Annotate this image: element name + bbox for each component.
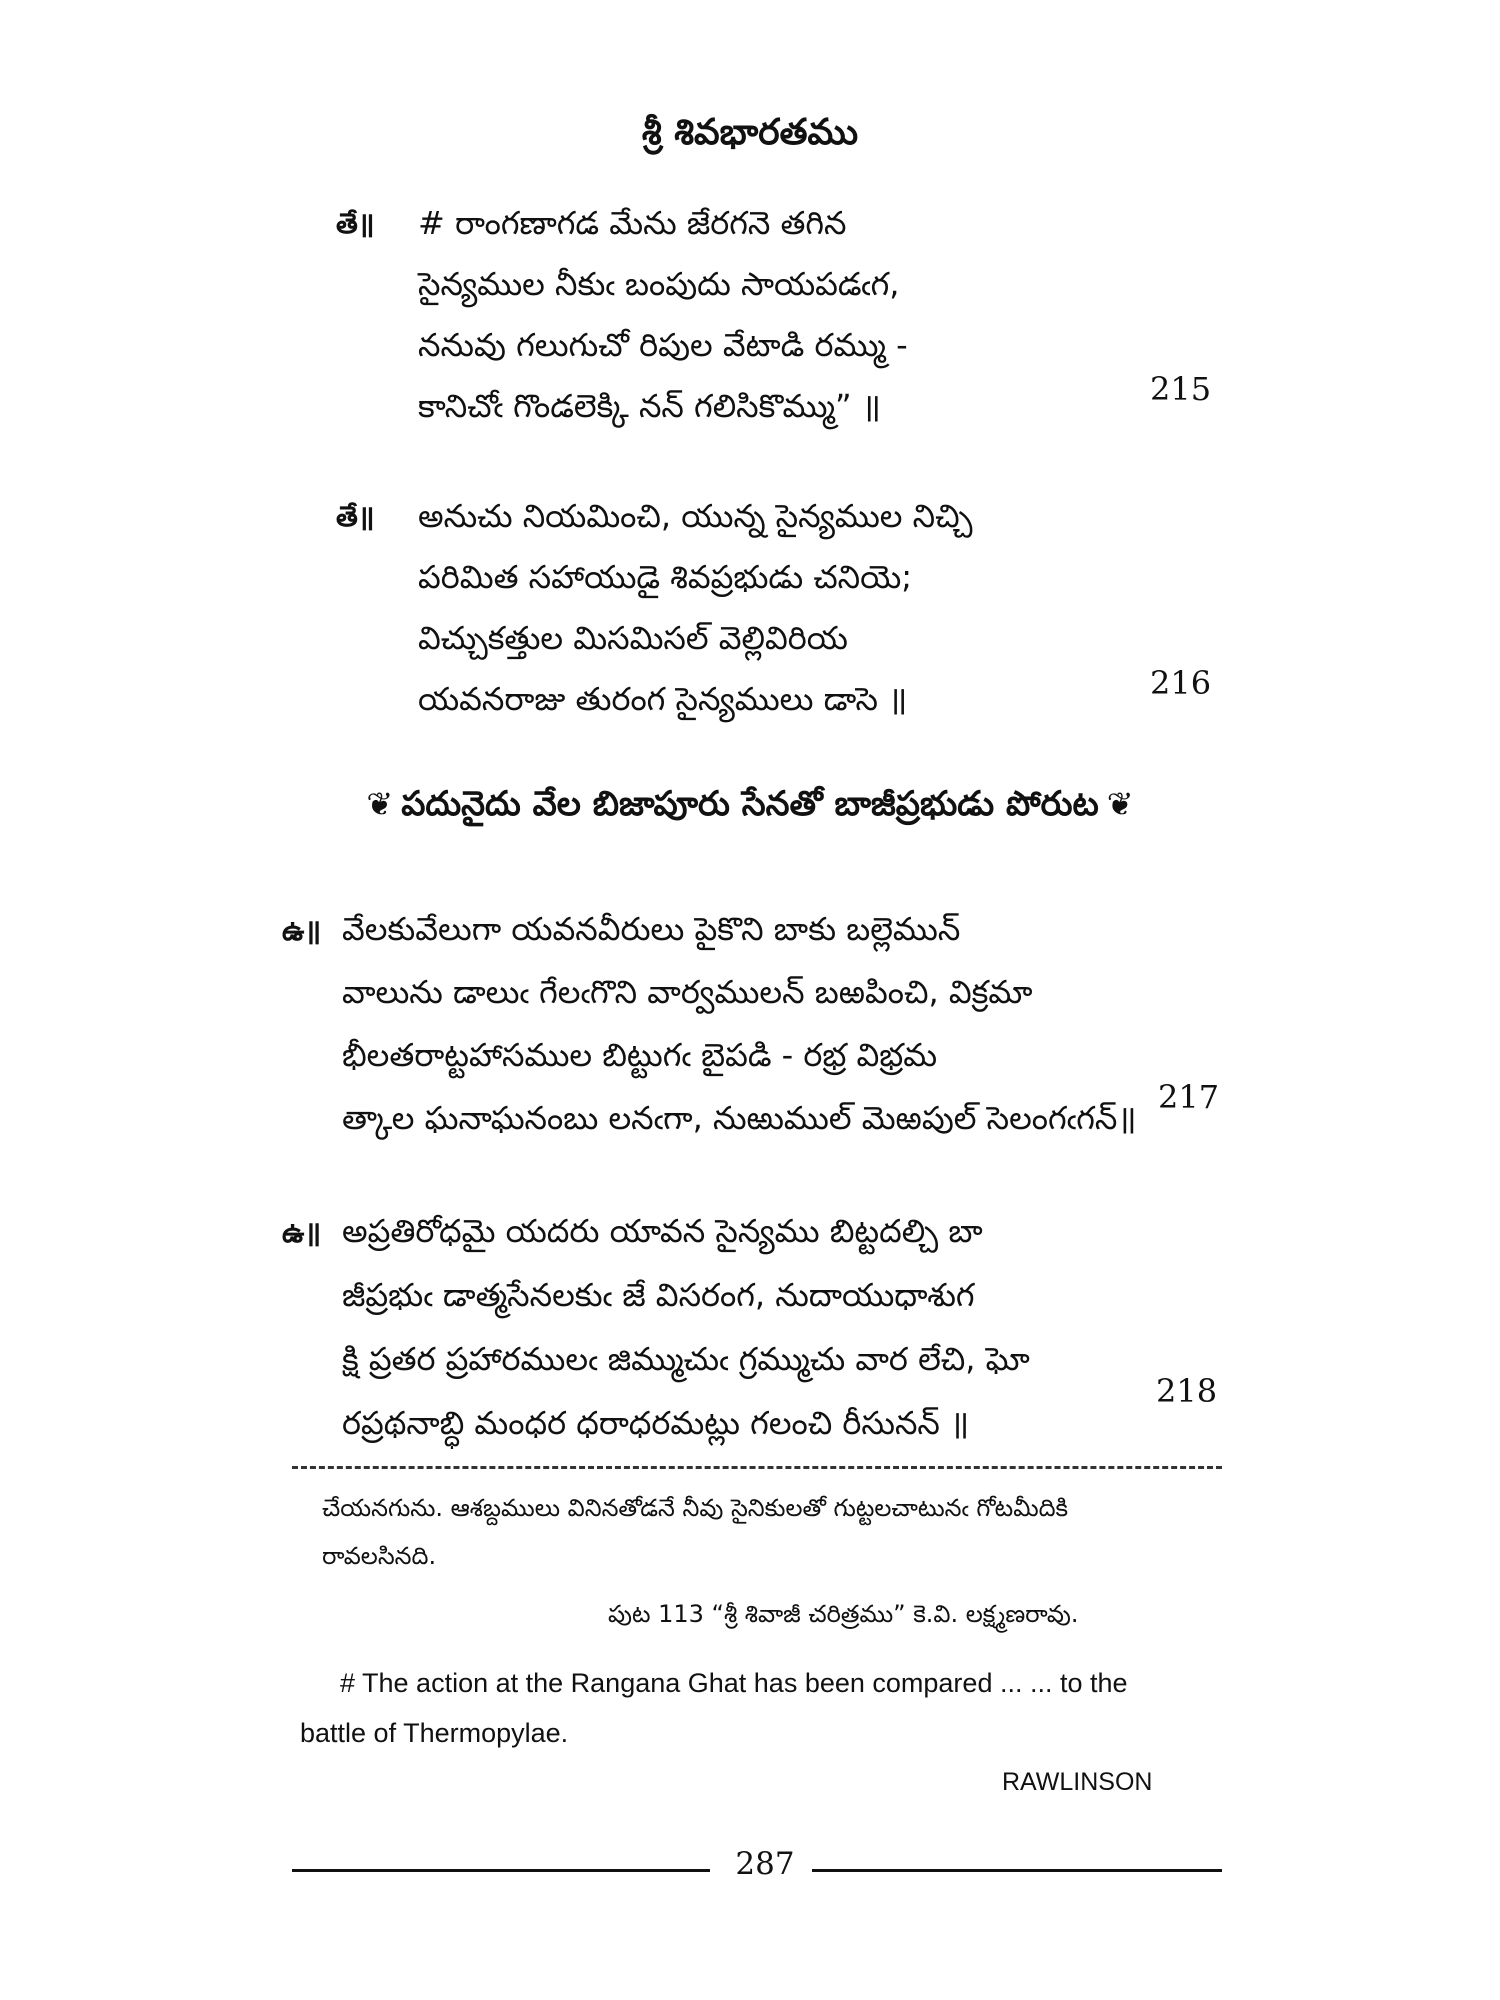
verse-line: సైన్యముల నీకుఁ బంపుదు సాయపడఁగ, — [418, 265, 900, 303]
verse-line: విచ్చుకత్తుల మిసమిసల్ వెల్లివిరియ — [418, 619, 848, 657]
ornament-icon: ❦ — [1106, 785, 1134, 823]
page-number: 287 — [735, 1846, 795, 1882]
verse-line: అప్రతిరోధమై యదరు యావన సైన్యము బిట్టదల్చి బా — [342, 1212, 983, 1250]
section-heading-text: పదునైదు వేల బిజాపూరు సేనతో బాజీప్రభుడు పోరుట — [401, 784, 1099, 824]
footnote-line: రావలసినది. — [322, 1542, 437, 1570]
stanza-number: 215 — [1150, 370, 1212, 408]
folio-rule-right — [812, 1869, 1222, 1872]
ornament-icon: ❦ — [366, 785, 394, 823]
verse-line: యవనరాజు తురంగ సైన్యములు డాసె ॥ — [418, 680, 908, 718]
verse-line: వాలును డాలుఁ గేలఁగొని వార్వములన్ బఱపించి, విక్రమా — [342, 973, 1033, 1011]
footnote-divider — [292, 1466, 1222, 1469]
folio-rule-left — [292, 1869, 710, 1872]
meter-label: ఉ॥ — [282, 1216, 322, 1249]
running-head: శ్రీ శివభారతము — [641, 112, 859, 153]
stanza-number: 217 — [1158, 1078, 1220, 1116]
verse-line: వేలకువేలుగా యవనవీరులు పైకొని బాకు బల్లెమున్ — [342, 910, 961, 948]
verse-line: # రాంగణాగడ మేను జేరగనె తగిన — [418, 204, 847, 242]
verse-line: త్కాల ఘనాఘనంబు లనఁగా, నుఱుముల్ మెఱపుల్ సెలంగఁగన్॥ — [342, 1099, 1137, 1137]
footnote-line: చేయనగును. ఆశబ్దములు వినినతోడనే నీవు సైనికులతో గుట్టలచాటునఁ గోటమీదికి — [322, 1494, 1069, 1522]
meter-label: తే॥ — [336, 207, 375, 240]
verse-line: అనుచు నియమించి, యున్న సైన్యముల నిచ్చి — [418, 497, 973, 535]
verse-line: జీప్రభుఁ డాత్మసేనలకుఁ జే విసరంగ, నుదాయుధాశుగ — [342, 1276, 975, 1314]
english-note-line: battle of Thermopylae. — [300, 1718, 569, 1748]
english-note-line: # The action at the Rangana Ghat has been compared ... ... to the — [340, 1668, 1128, 1698]
english-note-attribution: RAWLINSON — [1002, 1768, 1153, 1796]
meter-label: తే॥ — [336, 500, 375, 533]
footnote-citation: పుట 113 “శ్రీ శివాజీ చరిత్రము” కె.వి. లక్ష్మణరావు. — [608, 1600, 1079, 1628]
verse-line: క్షి ప్రతర ప్రహారములఁ జిమ్ముచుఁ గ్రమ్ముచు వార లేచి, ఘో — [342, 1340, 1030, 1378]
stanza-number: 218 — [1156, 1372, 1218, 1410]
verse-line: రప్రథనాబ్ధి మంధర ధరాధరమట్లు గలంచి రీసునన్ ॥ — [342, 1404, 970, 1442]
meter-label: ఉ॥ — [282, 914, 322, 947]
verse-line: కానిచోఁ గొండలెక్కి నన్ గలిసికొమ్ము” ॥ — [418, 387, 881, 425]
section-heading — [0, 784, 1500, 832]
verse-line: పరిమిత సహాయుడై శివప్రభుడు చనియె; — [418, 558, 913, 596]
verse-line: ననువు గలుగుచో రిపుల వేటాడి రమ్ము - — [418, 326, 908, 364]
verse-line: భీలతరాట్టహాసముల బిట్టుగఁ బైపడి - రభ్ర విభ్రమ — [342, 1036, 938, 1074]
stanza-number: 216 — [1150, 664, 1212, 702]
